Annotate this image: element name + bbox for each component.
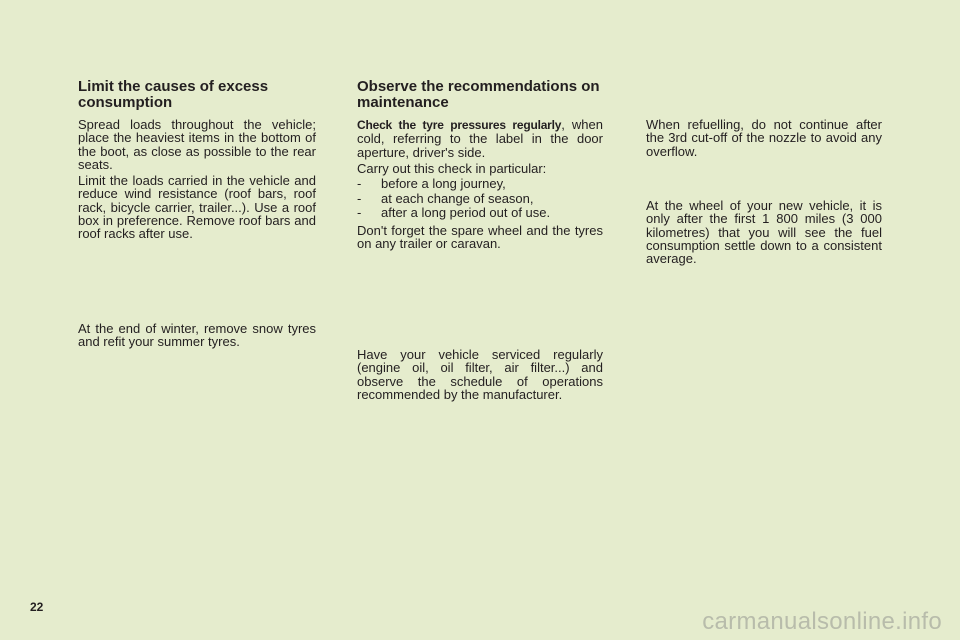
list-item: - at each change of season, — [357, 192, 603, 207]
tyre-pressure-rest: , when cold, referring to the label in the door aperture, driver's side. — [357, 117, 603, 160]
paragraph-spread-loads: Spread loads throughout the vehicle; place the heaviest items in the bottom of the boot, as close as possible to the rear seats. — [78, 117, 316, 172]
page-number: 22 — [30, 600, 44, 614]
paragraph-service: Have your vehicle serviced regularly (engine oil, oil filter, air filter...) and observe the schedule of operations recommended by the manufacturer. — [357, 347, 603, 402]
paragraph-new-vehicle: At the wheel of your new vehicle, it is only after the first 1 800 miles (3 000 kilometres) that you will see the fuel consumption settle down to a consistent average. — [646, 198, 882, 267]
watermark: carmanualsonline.info — [702, 608, 942, 635]
check-list — [357, 177, 603, 221]
paragraph-check-particular: Carry out this check in particular: — [357, 161, 547, 176]
paragraph-tyre-pressures — [357, 118, 603, 159]
list-item: - after a long period out of use. — [357, 206, 603, 221]
heading-limit-consumption: Limit the causes of excess consumption — [78, 78, 269, 111]
paragraph-limit-loads: Limit the loads carried in the vehicle and reduce wind resistance (roof bars, roof rack, bicycle carrier, trailer...). Use a roof box in preference. Remove roof bars and roof racks after use. — [78, 173, 316, 242]
paragraph-refuelling: When refuelling, do not continue after the 3rd cut-off of the nozzle to avoid any overflow. — [646, 117, 882, 159]
paragraph-snow-tyres: At the end of winter, remove snow tyres and refit your summer tyres. — [78, 321, 316, 350]
heading-maintenance: Observe the recommendations on maintenance — [357, 78, 600, 111]
paragraph-spare-wheel: Don't forget the spare wheel and the tyres on any trailer or caravan. — [357, 223, 603, 252]
list-item: - before a long journey, — [357, 177, 603, 192]
tyre-pressure-lead: Check the tyre pressures regularly — [357, 118, 562, 132]
